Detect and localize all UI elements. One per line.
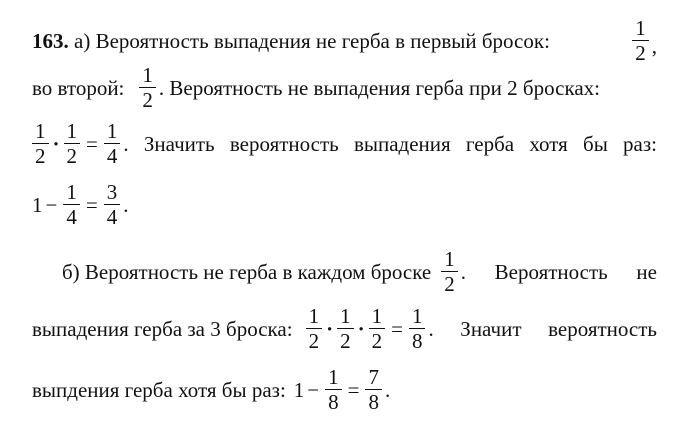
one: 1: [293, 377, 305, 402]
conclusion-text: . Значит вероятность: [428, 316, 657, 341]
period: .: [384, 377, 391, 402]
conclusion-text: . Значить вероятность выпадения герба хотя бы раз:: [123, 131, 657, 156]
fraction: [306, 304, 323, 353]
line-1-end: [629, 16, 657, 65]
numerator: 1: [306, 304, 323, 329]
multiply-sign: ·: [357, 316, 365, 341]
at-least-once-text: выпдения герба хотя бы раз:: [32, 377, 286, 402]
three-throws-text: выпадения герба за 3 броска:: [32, 316, 293, 341]
multiply-sign: ·: [326, 316, 334, 341]
fraction: [63, 180, 80, 229]
numerator: 1: [104, 119, 121, 144]
one: 1: [32, 192, 43, 217]
denominator: 2: [371, 329, 383, 353]
denominator: 2: [340, 329, 351, 353]
denominator: 2: [444, 272, 455, 296]
denominator: 4: [106, 205, 118, 229]
numerator: 1: [409, 304, 426, 329]
denominator: 8: [411, 329, 423, 353]
numerator: 1: [337, 304, 354, 329]
denominator: 2: [308, 329, 320, 353]
fraction: [365, 365, 382, 414]
part-b-intro: б) Вероятность не герба в каждом броске: [62, 259, 432, 284]
second-throw-label: во второй:: [32, 75, 125, 100]
fraction: [104, 119, 121, 168]
part-a-intro: а) Вероятность выпадения не герба в первый бросок:: [74, 28, 550, 53]
fraction: [32, 119, 49, 168]
denominator: 4: [66, 205, 77, 229]
fraction: [104, 180, 121, 229]
numerator: 1: [325, 365, 342, 390]
minus-sign: −: [307, 377, 320, 402]
part-b-line-3: [32, 365, 657, 414]
comma: ,: [651, 33, 657, 58]
fraction: [337, 304, 354, 353]
denominator: 4: [106, 144, 118, 168]
numerator: 1: [139, 63, 156, 88]
numerator: 1: [632, 16, 649, 41]
denominator: 2: [35, 144, 46, 168]
fraction: [325, 365, 342, 414]
numerator: 7: [365, 365, 382, 390]
period: .: [123, 192, 129, 217]
equals-sign: =: [86, 131, 98, 156]
denominator: 8: [328, 390, 339, 414]
numerator: 3: [104, 180, 121, 205]
multiply-sign: ·: [52, 131, 60, 156]
equals-sign: =: [347, 377, 360, 402]
equals-sign: =: [85, 192, 98, 217]
fraction: [409, 304, 426, 353]
part-b-line-2: [32, 304, 657, 353]
numerator: 1: [63, 180, 80, 205]
part-b-tail: . Вероятность не: [460, 259, 657, 284]
fraction: [139, 63, 156, 112]
denominator: 8: [368, 390, 379, 414]
numerator: 1: [369, 304, 386, 329]
problem-number: 163.: [32, 28, 69, 53]
numerator: 1: [441, 247, 458, 272]
part-a-line-2: [32, 63, 657, 112]
fraction: [441, 247, 458, 296]
two-throws-text: . Вероятность не выпадения герба при 2 бросках:: [158, 75, 600, 100]
denominator: 2: [635, 41, 646, 65]
part-a-line-1: [32, 16, 657, 65]
fraction: [632, 16, 649, 65]
part-b-line-1: [62, 247, 657, 296]
numerator: 1: [64, 119, 81, 144]
part-a-line-4: [32, 180, 657, 229]
equals-sign: =: [391, 316, 403, 341]
numerator: 1: [32, 119, 49, 144]
denominator: 2: [142, 88, 153, 112]
denominator: 2: [66, 144, 78, 168]
part-a-line-3: [32, 119, 657, 168]
line-1-text: [32, 29, 550, 53]
minus-sign: −: [45, 192, 58, 217]
fraction: [369, 304, 386, 353]
fraction: [64, 119, 81, 168]
